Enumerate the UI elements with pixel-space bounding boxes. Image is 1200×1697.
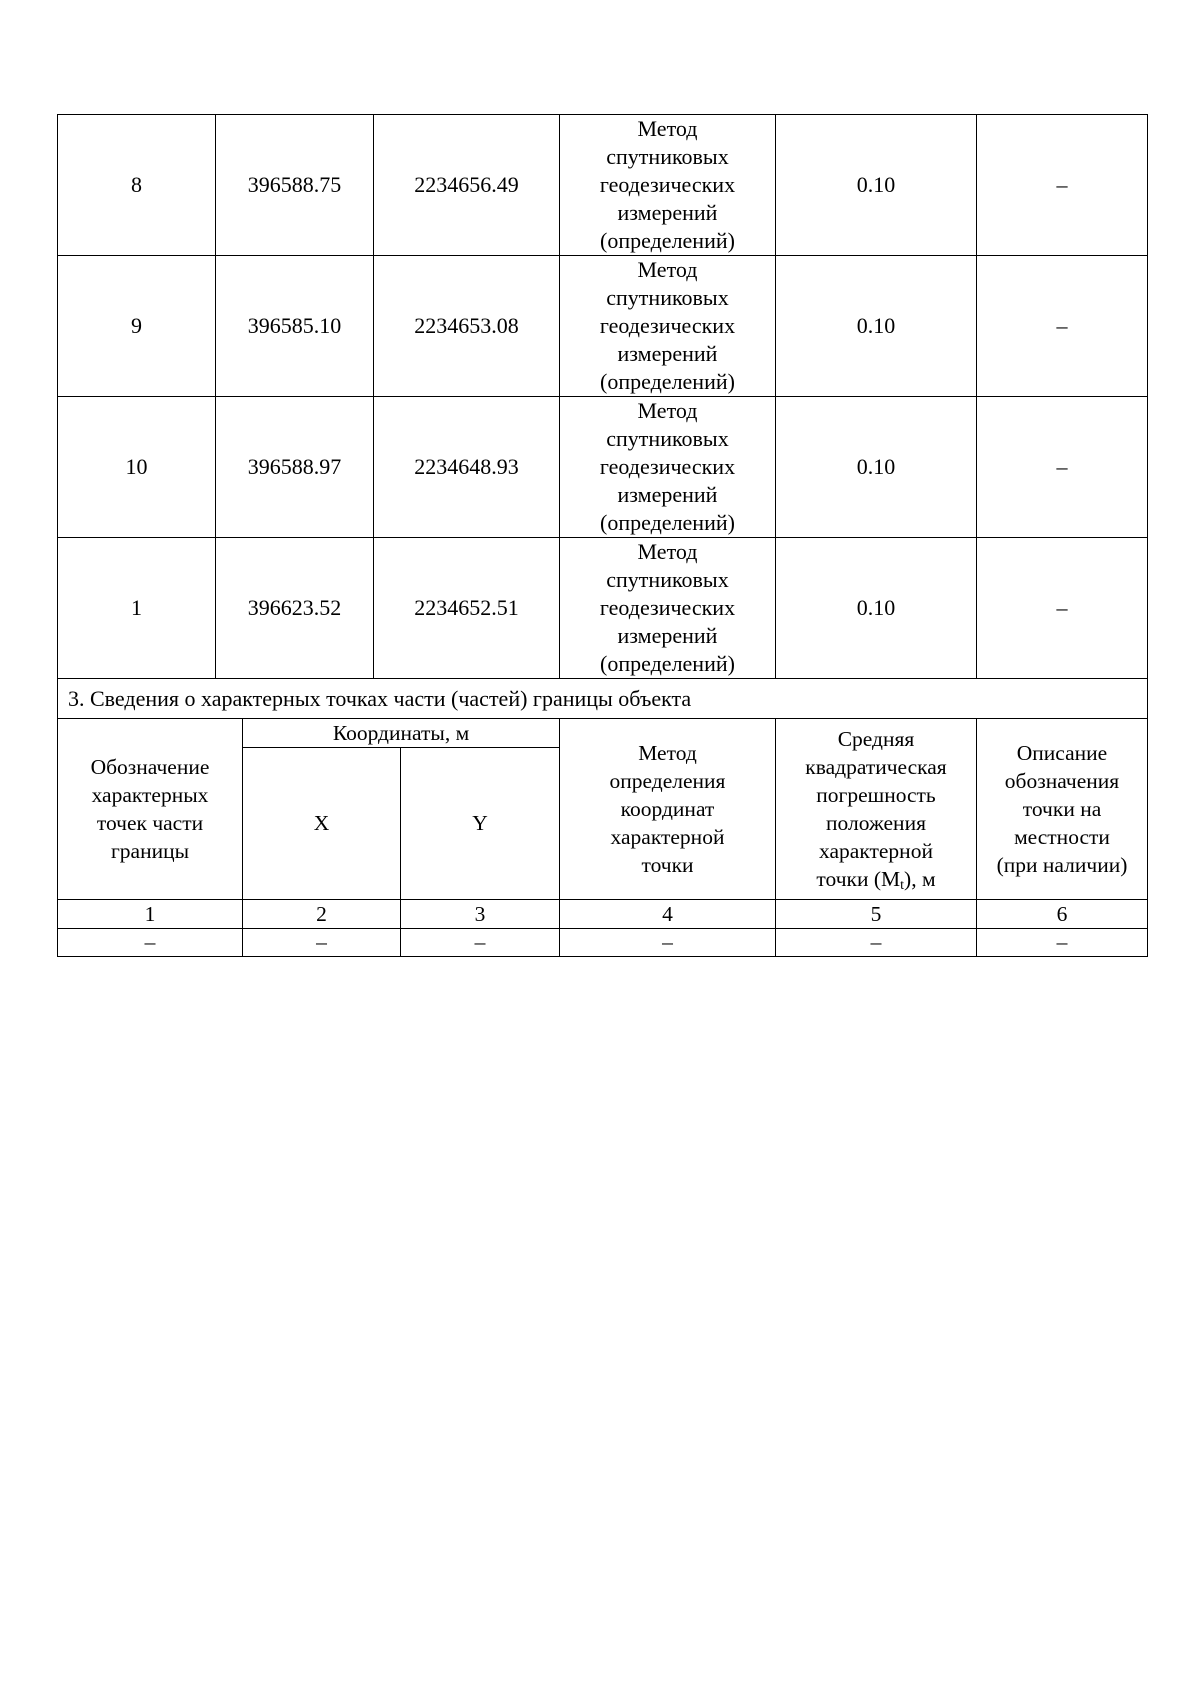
empty-cell: – [58,928,243,956]
header-designation-line: характерных [91,782,209,807]
header-coordinates: Координаты, м [243,718,560,747]
empty-cell: – [401,928,560,956]
section-title-row [58,679,1148,719]
header-method-line: характерной [610,824,725,849]
accuracy-value: 0.10 [776,256,977,397]
method-line: измерений [617,341,718,366]
method-line: (определений) [600,369,735,394]
method-line: Метод [637,398,698,423]
point-row [58,538,1148,679]
header-method [560,718,776,899]
coord-y: 2234648.93 [374,397,560,538]
header-method-line: Метод [638,740,697,765]
method-line: измерений [617,623,718,648]
point-description: – [977,538,1148,679]
column-numbers-row [58,899,1148,928]
method-cell [560,115,776,256]
method-line: Метод [637,116,698,141]
coord-x: 396588.75 [216,115,374,256]
header-accuracy-line: квадратическая [805,754,947,779]
part-boundary-table [57,718,1148,957]
method-line: измерений [617,482,718,507]
empty-cell: – [776,928,977,956]
header-description-line: обозначения [1004,768,1120,793]
header-method-line: координат [620,796,715,821]
empty-cell: – [560,928,776,956]
document-page [57,114,1147,957]
column-number: 6 [977,899,1148,928]
method-line: (определений) [600,510,735,535]
point-number: 1 [58,538,216,679]
header-y: Y [401,747,560,899]
header-designation [58,718,243,899]
header-description-line: (при наличии) [996,852,1128,877]
header-accuracy-line: положения [826,810,926,835]
point-number: 9 [58,256,216,397]
header-method-line: определения [609,768,726,793]
header-row-top [58,718,1148,747]
accuracy-value: 0.10 [776,397,977,538]
column-number: 4 [560,899,776,928]
method-line: Метод [637,539,698,564]
empty-cell: – [977,928,1148,956]
header-accuracy-line: Средняя [837,726,915,751]
point-row [58,256,1148,397]
point-number: 8 [58,115,216,256]
point-description: – [977,115,1148,256]
method-line: спутниковых [606,285,729,310]
points-table-body [58,115,1148,679]
accuracy-subscript: t [900,877,905,893]
header-accuracy [776,718,977,899]
coord-y: 2234652.51 [374,538,560,679]
coord-y: 2234656.49 [374,115,560,256]
header-x: X [243,747,401,899]
column-number: 5 [776,899,977,928]
accuracy-value: 0.10 [776,538,977,679]
coord-x: 396585.10 [216,256,374,397]
method-line: измерений [617,200,718,225]
method-line: геодезических [599,454,736,479]
point-number: 10 [58,397,216,538]
column-number: 3 [401,899,560,928]
method-line: спутниковых [606,426,729,451]
method-line: Метод [637,257,698,282]
method-line: геодезических [599,595,736,620]
header-designation-line: Обозначение [90,754,210,779]
method-cell [560,538,776,679]
empty-data-row [58,928,1148,956]
accuracy-suffix: ), м [904,866,936,891]
point-description: – [977,397,1148,538]
header-description-line: местности [1014,824,1110,849]
method-line: геодезических [599,313,736,338]
header-accuracy-line: погрешность [816,782,936,807]
coord-y: 2234653.08 [374,256,560,397]
accuracy-prefix: точки (M [816,866,901,891]
method-line: геодезических [599,172,736,197]
empty-cell: – [243,928,401,956]
header-accuracy-last-line [776,865,976,893]
points-table [57,114,1148,719]
header-method-line: точки [641,852,694,877]
method-line: спутниковых [606,567,729,592]
point-row [58,397,1148,538]
header-designation-line: точек части [96,810,204,835]
method-line: спутниковых [606,144,729,169]
method-cell [560,256,776,397]
coord-x: 396588.97 [216,397,374,538]
column-number: 2 [243,899,401,928]
header-description-line: точки на [1022,796,1102,821]
header-description-line: Описание [1016,740,1108,765]
header-designation-line: границы [110,838,190,863]
method-line: (определений) [600,228,735,253]
method-line: (определений) [600,651,735,676]
point-row [58,115,1148,256]
coord-x: 396623.52 [216,538,374,679]
accuracy-value: 0.10 [776,115,977,256]
column-number: 1 [58,899,243,928]
section-3-title: 3. Сведения о характерных точках части (частей) границы объекта [58,679,1148,719]
point-description: – [977,256,1148,397]
header-accuracy-line: характерной [819,838,933,863]
method-cell [560,397,776,538]
header-description [977,718,1148,899]
